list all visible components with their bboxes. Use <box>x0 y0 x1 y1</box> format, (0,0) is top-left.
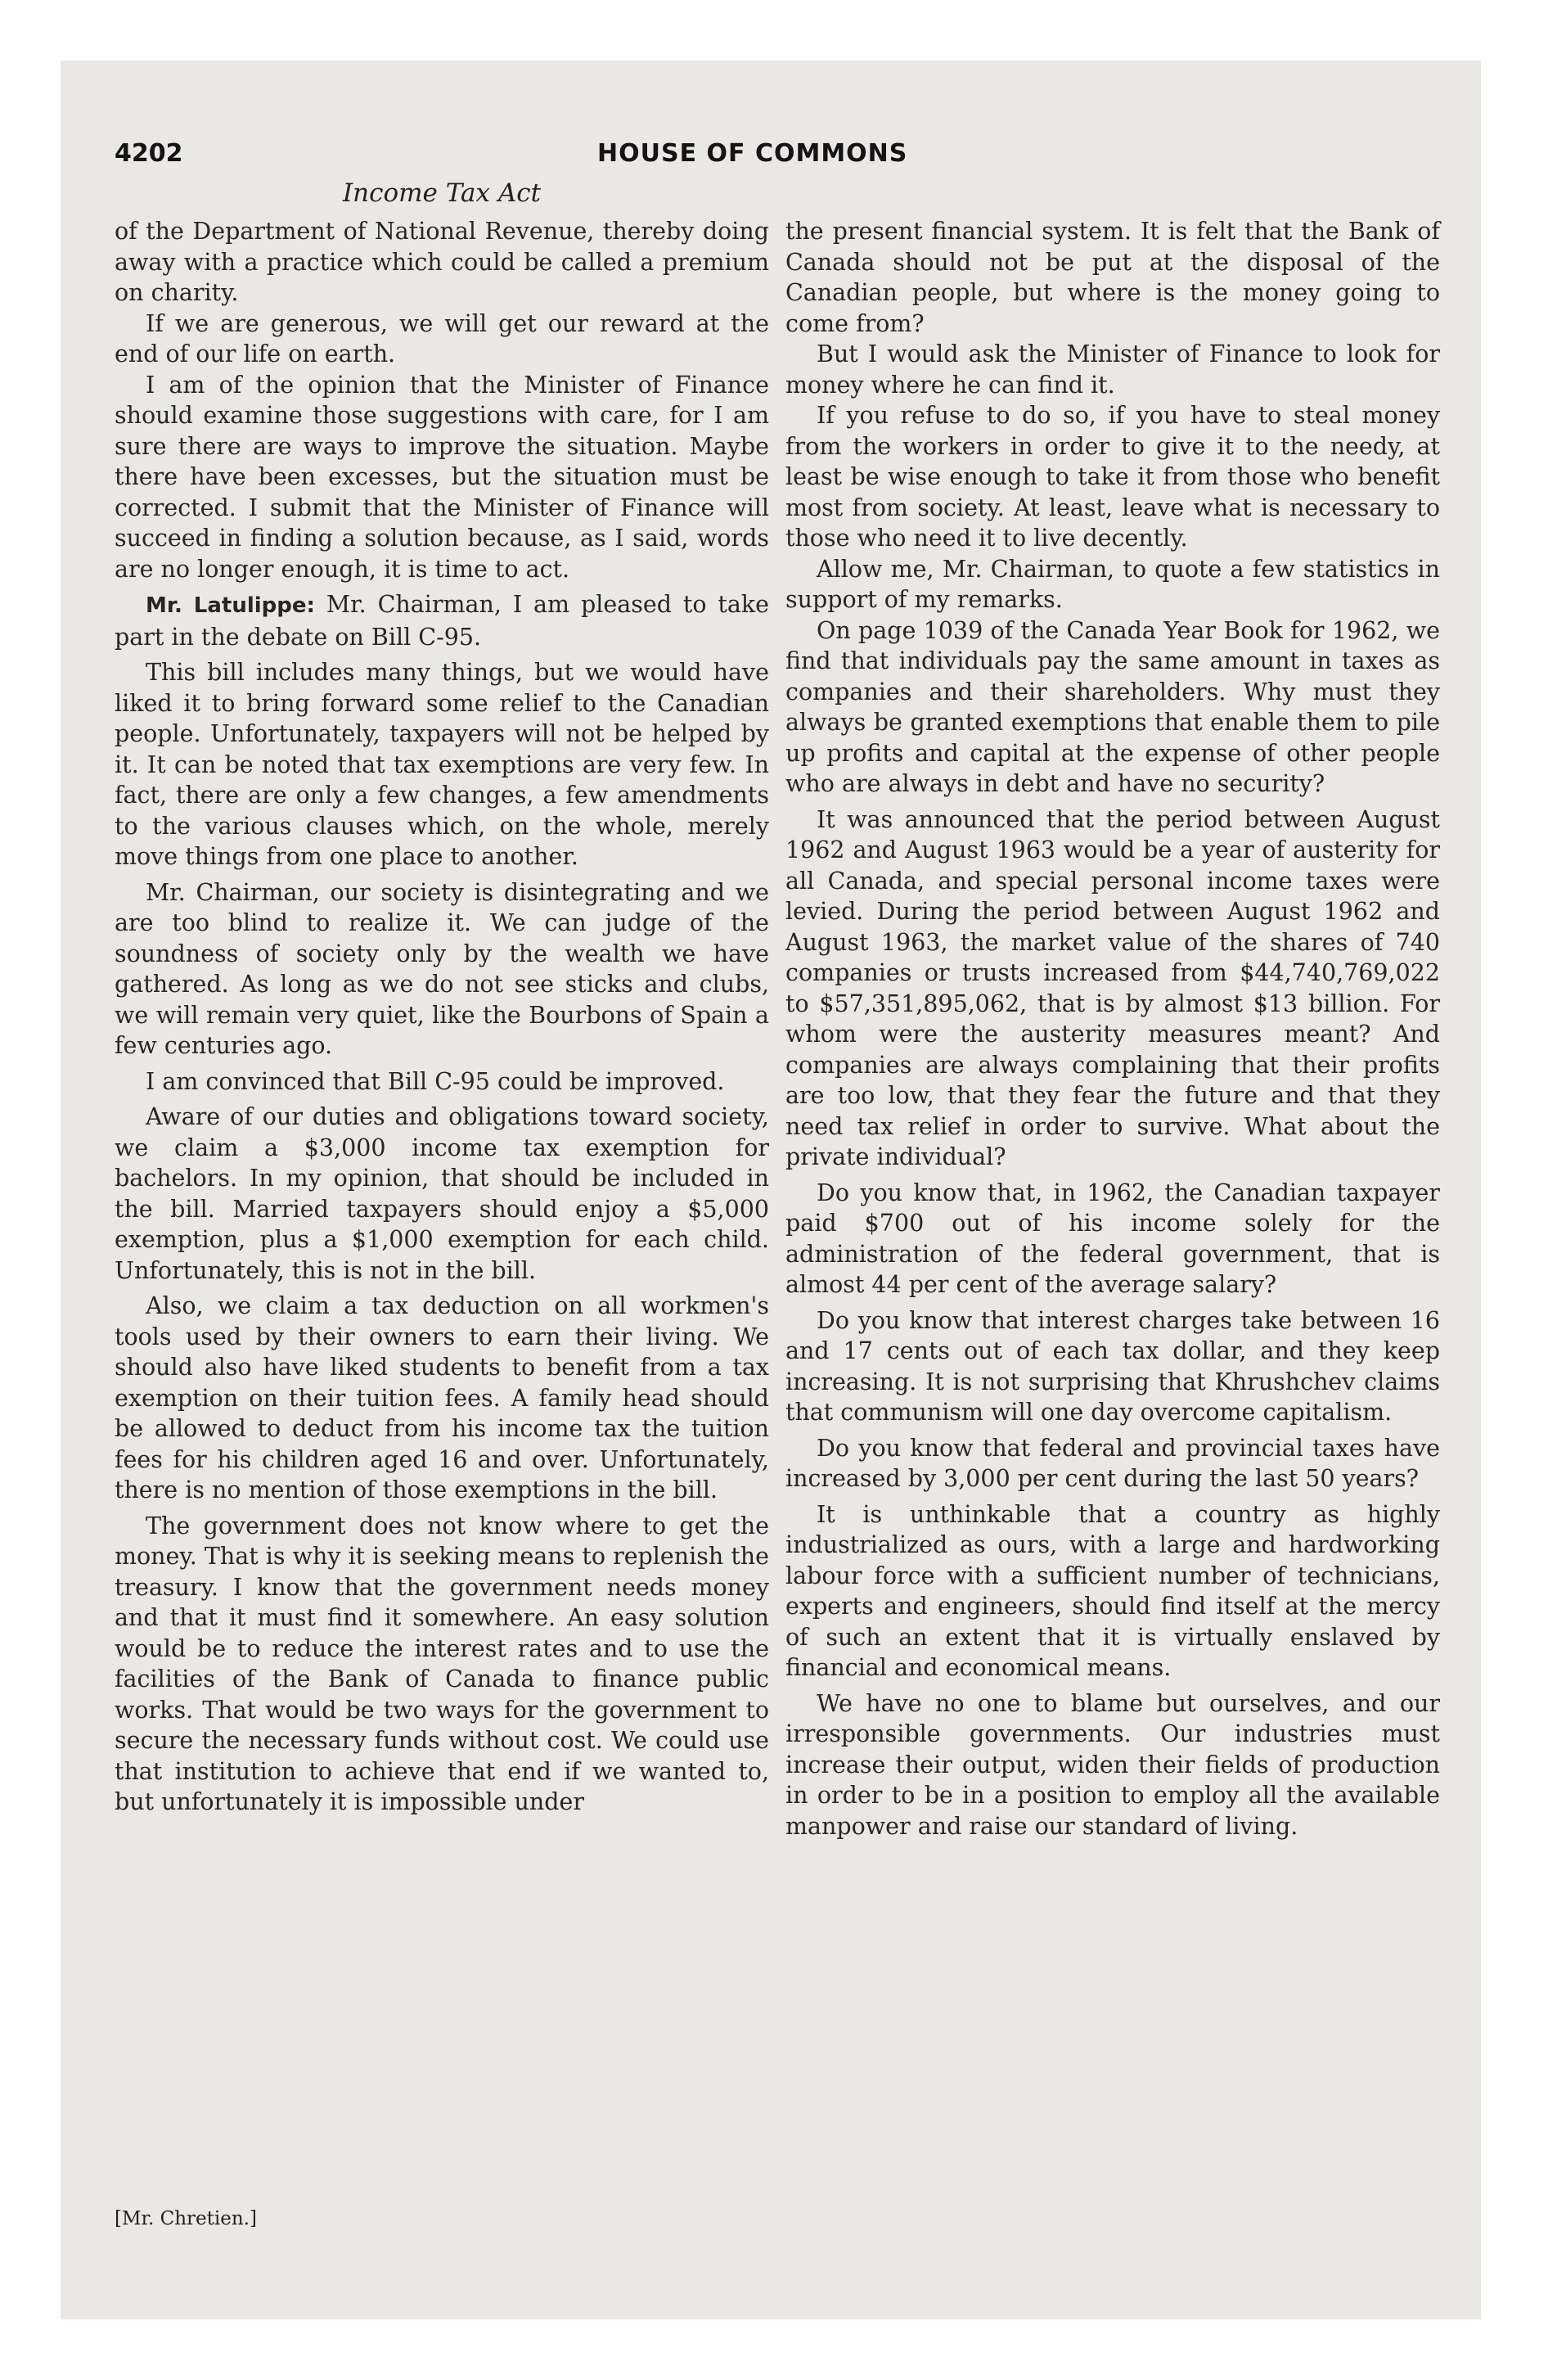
paragraph-text: Mr. Chairman, I am pleased to take part in the debate on Bill C-95. <box>115 591 770 651</box>
paragraph: On page 1039 of the Canada Year Book for 1962, we find that individuals pay the same amount in taxes as companies and their shareholders. Why must they always be granted exemptions that enable them to pile up profits and capital at the expense of other people who are always in debt and have no security? <box>785 616 1440 797</box>
paragraph: Do you know that interest charges take between 16 and 17 cents out of each tax dollar, and they keep increasing. It is not surprising that Khrushchev claims that communism will one day overcome capitalism. <box>785 1306 1440 1426</box>
left-column <box>115 216 769 1818</box>
paragraph: Mr. Chairman, our society is disintegrating and we are too blind to realize it. We can judge of the soundness of society only by the wealth we have gathered. As long as we do not see sticks and clubs, we will remain very quiet, like the Bourbons of Spain a few centuries ago. <box>115 878 769 1059</box>
paragraph: Aware of our duties and obligations toward society, we claim a $3,000 income tax exemption for bachelors. In my opinion, that should be included in the bill. Married taxpayers should enjoy a $5,000 exemption, plus a $1,000 exemption for each child. Unfortunately, this is not in the bill. <box>115 1103 769 1284</box>
paragraph: This bill includes many things, but we would have liked it to bring forward some relief to the Canadian people. Unfortunately, taxpayers will not be helped by it. It can be noted that tax exemptions are very few. In fact, there are only a few changes, a few amendments to the various clauses which, on the whole, merely move things from one place to another. <box>115 659 769 870</box>
paragraph: The government does not know where to get the money. That is why it is seeking means to replenish the treasury. I know that the government needs money and that it must find it somewhere. An easy solution would be to reduce the interest rates and to use the facilities of the Bank of Canada to finance public works. That would be two ways for the government to secure the necessary funds without cost. We could use that institution to achieve that end if we wanted to, but unfortunately it is impossible under <box>115 1512 769 1815</box>
page-number: 4202 <box>115 139 183 168</box>
right-column <box>785 216 1440 1841</box>
paragraph: It is unthinkable that a country as highly industrialized as ours, with a large and hardworking labour force with a sufficient number of technicians, experts and engineers, should find itself at the mercy of such an extent that it is virtually enslaved by financial and economical means. <box>785 1500 1440 1681</box>
paragraph: I am of the opinion that the Minister of Finance should examine those suggestions with care, for I am sure there are ways to improve the situation. Maybe there have been excesses, but the situation must be corrected. I submit that the Minister of Finance will succeed in finding a solution because, as I said, words are no longer enough, it is time to act. <box>115 371 769 583</box>
paragraph: I am convinced that Bill C-95 could be improved. <box>146 1067 725 1095</box>
act-title: Income Tax Act <box>342 178 542 208</box>
paragraph: We have no one to blame but ourselves, and our irresponsible governments. Our industries must increase their output, widen their fields of production in order to be in a position to employ all the available manpower and raise our standard of living. <box>785 1689 1440 1840</box>
paragraph: of the Department of National Revenue, thereby doing away with a practice which could be called a premium on charity. <box>115 218 769 306</box>
paragraph: If you refuse to do so, if you have to steal money from the workers in order to give it to the needy, at least be wise enough to take it from those who benefit most from society. At least, leave what is necessary to those who need it to live decently. <box>785 402 1440 552</box>
paragraph: Also, we claim a tax deduction on all workmen's tools used by their owners to earn their living. We should also have liked students to benefit from a tax exemption on their tuition fees. A family head should be allowed to deduct from his income tax the tuition fees for his children aged 16 and over. Unfortunately, there is no mention of those exemptions in the bill. <box>115 1292 769 1503</box>
paragraph: Do you know that federal and provincial taxes have increased by 3,000 per cent during the last 50 years? <box>785 1434 1440 1492</box>
running-head: HOUSE OF COMMONS <box>597 139 908 168</box>
paragraph: But I would ask the Minister of Finance to look for money where he can find it. <box>785 340 1440 399</box>
paragraph: the present financial system. It is felt that the Bank of Canada should not be put at the disposal of the Canadian people, but where is the money going to come from? <box>785 218 1440 337</box>
speaker-reference: [Mr. Chretien.] <box>115 2208 257 2229</box>
paragraph: If we are generous, we will get our reward at the end of our life on earth. <box>115 309 769 367</box>
paragraph: It was announced that the period between August 1962 and August 1963 would be a year of austerity for all Canada, and special personal income taxes were levied. During the period between August 1962 and August 1963, the market value of the shares of 740 companies or trusts increased from $44,740,769,022 to $57,351,895,062, that is by almost $13 billion. For whom were the austerity measures meant? And companies are always complaining that their profits are too low, that they fear the future and that they need tax relief in order to survive. What about the private individual? <box>785 805 1440 1170</box>
paragraph: Do you know that, in 1962, the Canadian taxpayer paid $700 out of his income solely for the administration of the federal government, that is almost 44 per cent of the average salary? <box>785 1179 1440 1298</box>
paragraph: Allow me, Mr. Chairman, to quote a few statistics in support of my remarks. <box>785 555 1440 613</box>
speaker-name: Mr. Latulippe: <box>146 593 315 618</box>
speaker-paragraph <box>115 589 769 652</box>
